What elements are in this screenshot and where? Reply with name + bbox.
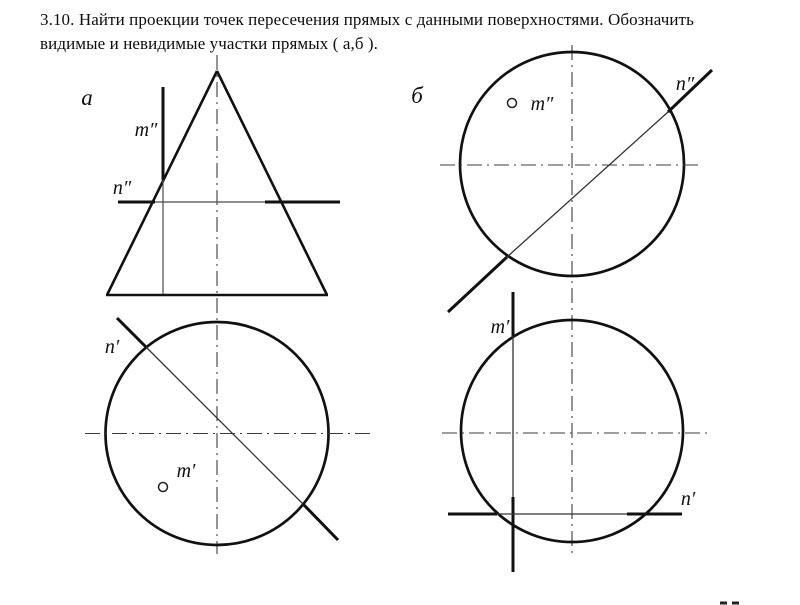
fig-a-label-n-top: n′ [104,336,120,358]
fig-a-line-n-top-hidden [146,347,303,504]
fig-a-line-n-top-visible-right [303,504,338,540]
fig-b-label: б [411,83,423,108]
fig-b-label-m-front: m″ [530,93,554,115]
fig-b-line-n-front-hidden [507,112,668,257]
fig-a-point-m-top-marker [159,483,168,492]
fig-a-cone-right-edge [217,71,327,295]
fig-a-label-m-top: m′ [176,460,196,482]
fig-b-line-n-front-visible-lower [448,257,507,312]
fig-b-label-m-top: m′ [490,316,510,338]
fig-a-label: а [81,85,93,110]
fig-a-label-m-front: m″ [134,119,158,141]
fig-a-label-n-front: n″ [112,177,132,199]
problem-statement-line-1: 3.10. Найти проекции точек пересечения прямых с данными поверхностями. Обозначить [40,10,694,29]
problem-statement-line-2: видимые и невидимые участки прямых ( а,б ). [40,33,379,53]
fig-b-point-m-front-marker [508,99,517,108]
fig-b-label-n-top: n′ [680,488,696,510]
fig-a-line-n-top-visible-left [117,318,146,347]
fig-b-label-n-front: n″ [675,73,695,95]
